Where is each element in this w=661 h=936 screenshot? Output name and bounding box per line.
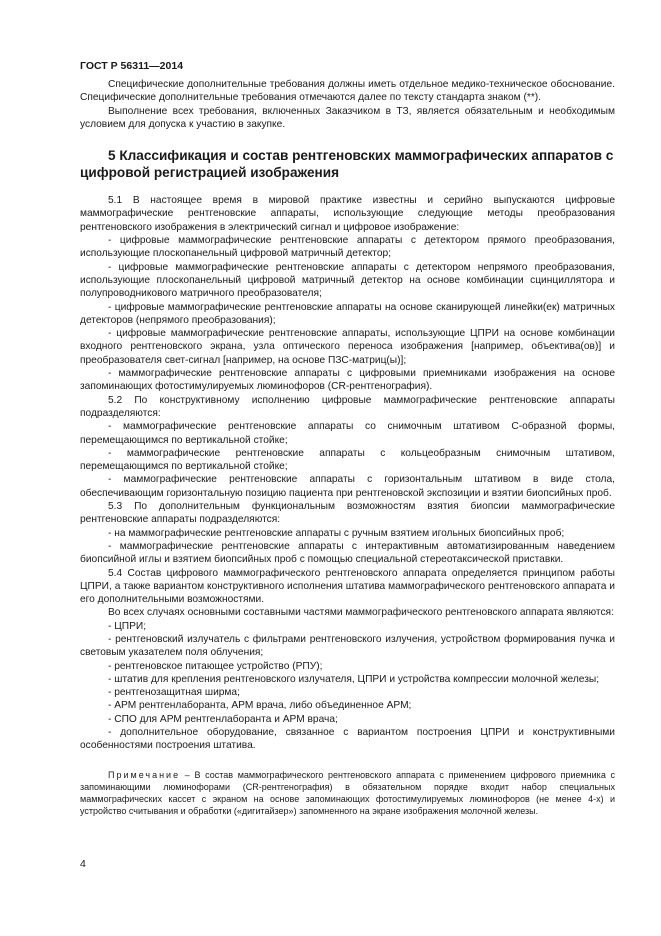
list-item: - рентгенозащитная ширма;: [108, 687, 240, 699]
document-page: [80, 60, 615, 817]
list-item: - цифровые маммографические рентгеновские аппараты с детектором непрямого преобразования, использующие плоскопанельный цифровой матричный детектор на основе комбинации сцинциллятора и полупроводникового матричного преобразователя;: [80, 261, 615, 300]
standard-header: ГОСТ Р 56311—2014: [80, 60, 184, 72]
body-paragraph: 5.3 По дополнительным функциональным возможностям взятия биопсии маммографические рентгеновские аппараты подразделяются:: [80, 501, 615, 526]
intro-paragraph: Выполнение всех требования, включенных Заказчиком в ТЗ, является обязательным и необходимым условием для допуска к участию в закупке.: [80, 105, 615, 130]
list-item: - цифровые маммографические рентгеновские аппараты на основе сканирующей линейки(ек) матричных детекторов (непрямого преобразования);: [80, 301, 615, 326]
body-paragraph: 5.2 По конструктивному исполнению цифровые маммографические рентгеновские аппараты подразделяются:: [80, 394, 615, 419]
list-item: - маммографические рентгеновские аппараты с интерактивным автоматизированным наведением биопсийной иглы и взятием биопсийных проб с помощью специальной стереотаксической приставки.: [80, 540, 615, 566]
list-item: - ЦПРИ;: [108, 620, 147, 632]
list-item: - маммографические рентгеновские аппараты с цифровыми приемниками изображения на основе запоминающих фотостимулируемых люминофоров (CR-рентгенография).: [80, 368, 615, 393]
page-number: 4: [80, 858, 86, 870]
list-item: - рентгеновский излучатель с фильтрами рентгеновского излучения, устройством формирования пучка и световым указателем поля облучения;: [80, 633, 615, 659]
list-item: - на маммографические рентгеновские аппараты с ручным взятием игольных биопсийных проб;: [108, 527, 565, 539]
intro-paragraph: Специфические дополнительные требования должны иметь отдельное медико-техническое обоснование. Специфические дополнительные требования отмечаются далее по тексту стандарта знаком (**).: [80, 79, 615, 104]
list-item: - АРМ рентгенлаборанта, АРМ врача, либо объединенное АРМ;: [108, 700, 412, 712]
list-item: - маммографические рентгеновские аппараты со снимочным штативом С-образной формы, перемещающимся по вертикальной стойке;: [80, 421, 615, 446]
note-text: – В состав маммографического рентгеновского аппарата с применением цифрового приемника с запоминающими люминофорами (CR-рентгенография) в обязательном порядке входит набор специальных маммографических кассет с экраном на основе запоминающих фотостимулируемых люминофоров (не менее 4-х) и устройство считывания и обработки («дигитайзер») запомненного на экране изображения молочной железы.: [80, 769, 615, 817]
list-item: - маммографические рентгеновские аппараты с кольцеобразным снимочным штативом, перемещающимся по вертикальной стойке;: [80, 447, 615, 473]
body-paragraph: 5.4 Состав цифрового маммографического рентгеновского аппарата определяется принципом работы ЦПРИ, а также вариантом конструктивного исполнения штатива маммографического рентгеновского аппарата и его дополнительными возможностями.: [80, 567, 615, 606]
list-item: - штатив для крепления рентгеновского излучателя, ЦПРИ и устройства компрессии молочной железы;: [108, 673, 600, 685]
list-item: - маммографические рентгеновские аппараты с горизонтальным штативом в виде стола, обеспечивающим горизонтальную позицию пациента при рентгеновской экспозиции и взятии биопсийных проб.: [80, 474, 615, 499]
section-title: 5 Классификация и состав рентгеновских маммографических аппаратов с цифровой регистрацией изображения: [80, 148, 614, 180]
list-item: - дополнительное оборудование, связанное с вариантом построения ЦПРИ и конструктивными особенностями построения штатива.: [80, 727, 615, 752]
list-item: - цифровые маммографические рентгеновские аппараты, использующие ЦПРИ на основе комбинации входного рентгеновского экрана, узла оптического переноса изображения [например, объектива(ов)] и преобразователя свет-сигнал [например, на основе ПЗС-матриц(ы)];: [80, 328, 615, 366]
note-block: [80, 769, 615, 818]
list-item: - цифровые маммографические рентгеновские аппараты с детектором прямого преобразования, использующие плоскопанельный цифровой матричный детектор;: [80, 235, 615, 260]
body-paragraph: 5.1 В настоящее время в мировой практике известны и серийно выпускаются цифровые маммографические рентгеновские аппараты, использующие следующие методы преобразования рентгеновского изображения в электрический сигнал и цифровое изображение:: [80, 195, 615, 233]
list-item: - рентгеновское питающее устройство (РПУ);: [108, 660, 323, 672]
note-label: Примечание: [108, 769, 181, 780]
list-item: - СПО для АРМ рентгенлаборанта и АРМ врача;: [108, 713, 338, 725]
body-paragraph: Во всех случаях основными составными частями маммографического рентгеновского аппарата являются:: [108, 607, 614, 619]
